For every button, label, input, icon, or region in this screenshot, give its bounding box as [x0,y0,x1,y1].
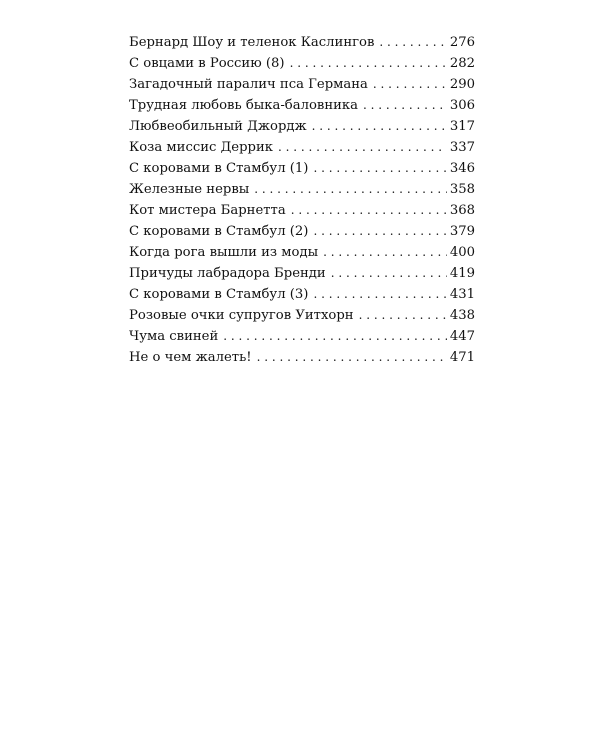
dot-leader [291,200,447,221]
dot-leader [379,32,446,53]
toc-entry-title: Трудная любовь быка-баловника [129,98,359,113]
toc-entry [129,158,475,179]
toc-entry-page: 358 [449,182,475,197]
toc-entry [129,326,475,347]
dot-leader [331,263,447,284]
toc-entry [129,32,475,53]
toc-entry-page: 346 [449,161,475,176]
dot-leader [323,242,447,263]
dot-leader [223,326,447,347]
toc-entry-title: С овцами в Россию (8) [129,56,285,71]
toc-entry [129,116,475,137]
dot-leader [363,95,447,116]
dot-leader [290,53,447,74]
toc-entry-page: 471 [449,350,475,365]
toc-entry-page: 290 [449,77,475,92]
toc-entry-page: 306 [449,98,475,113]
dot-leader [313,284,446,305]
toc-entry-title: Загадочный паралич пса Германа [129,77,368,92]
dot-leader [312,116,447,137]
toc-entry-title: Бернард Шоу и теленок Каслингов [129,35,375,50]
toc-entry [129,263,475,284]
toc-entry [129,137,475,158]
toc-entry-title: Розовые очки супругов Уитхорн [129,308,354,323]
dot-leader [254,179,447,200]
toc-entry-page: 317 [449,119,475,134]
toc-entry-page: 400 [449,245,475,260]
toc-entry-title: Кот мистера Барнетта [129,203,286,218]
toc-entry [129,179,475,200]
toc-entry-page: 379 [449,224,475,239]
toc-entry-page: 276 [449,35,475,50]
dot-leader [257,347,447,368]
table-of-contents [129,32,475,368]
toc-entry-title: Коза миссис Деррик [129,140,274,155]
toc-entry [129,347,475,368]
toc-entry-page: 368 [449,203,475,218]
dot-leader [313,221,446,242]
toc-entry [129,221,475,242]
toc-entry [129,95,475,116]
toc-entry-title: С коровами в Стамбул (3) [129,287,309,302]
toc-entry-title: Причуды лабрадора Бренди [129,266,326,281]
toc-entry [129,53,475,74]
toc-entry-page: 337 [449,140,475,155]
toc-entry-page: 431 [449,287,475,302]
toc-entry [129,305,475,326]
dot-leader [313,158,446,179]
toc-entry-title: С коровами в Стамбул (1) [129,161,309,176]
dot-leader [278,137,447,158]
toc-entry-title: Железные нервы [129,182,250,197]
toc-entry-page: 438 [449,308,475,323]
toc-entry [129,74,475,95]
toc-entry [129,200,475,221]
toc-entry-page: 447 [449,329,475,344]
toc-entry-title: Не о чем жалеть! [129,350,252,365]
toc-entry [129,242,475,263]
toc-entry-page: 282 [449,56,475,71]
toc-entry-page: 419 [449,266,475,281]
dot-leader [373,74,447,95]
toc-entry-title: С коровами в Стамбул (2) [129,224,309,239]
toc-entry-title: Когда рога вышли из моды [129,245,319,260]
toc-entry-title: Чума свиней [129,329,219,344]
toc-entry [129,284,475,305]
toc-entry-title: Любвеобильный Джордж [129,119,307,134]
dot-leader [359,305,447,326]
